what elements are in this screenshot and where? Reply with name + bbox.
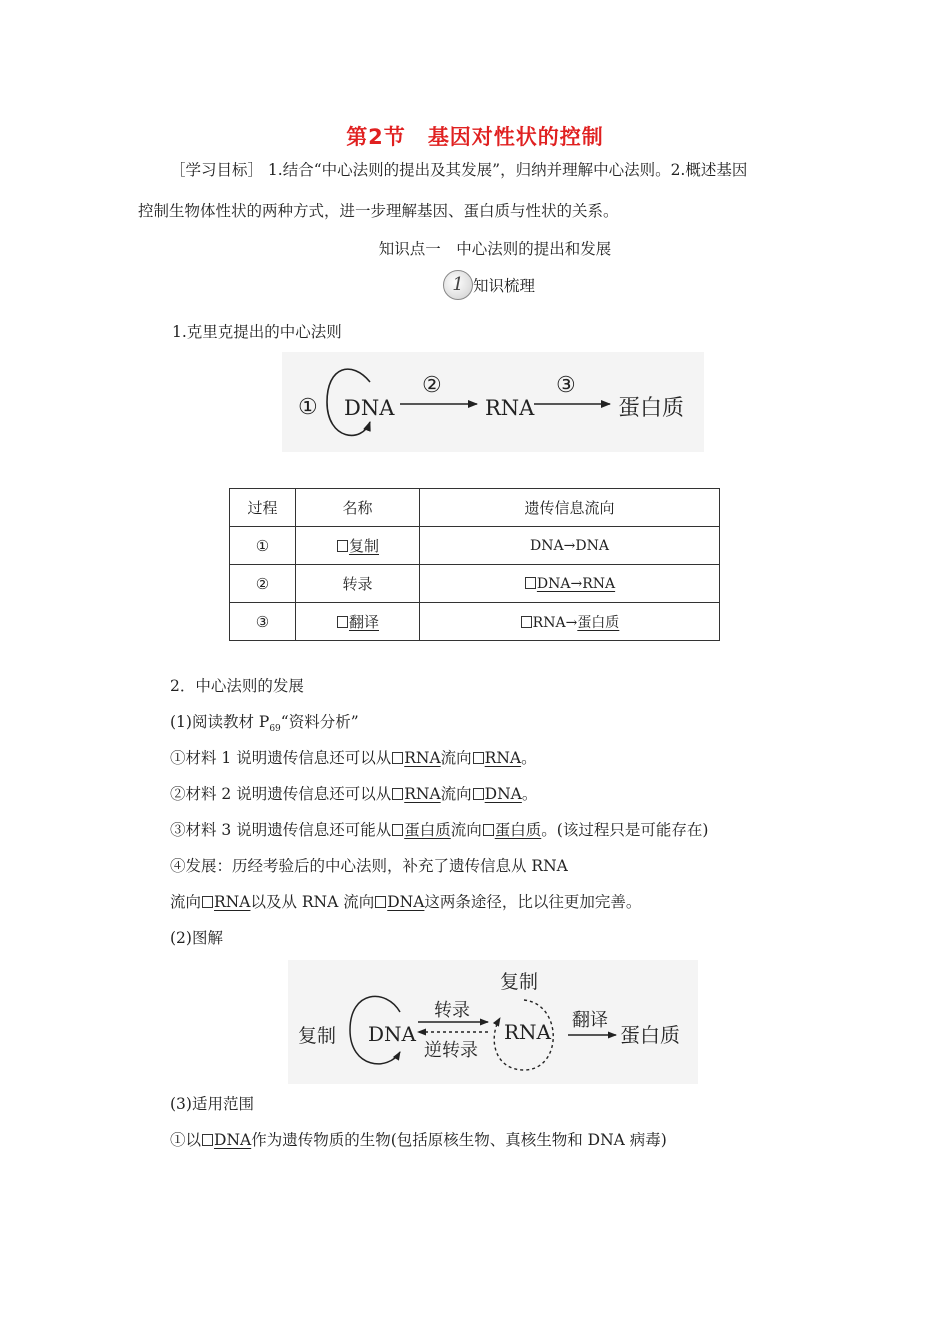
developed-central-dogma-diagram <box>288 960 698 1084</box>
name-answer: 复制 <box>348 537 379 555</box>
header-process: 过程 <box>230 489 296 527</box>
objectives-line-1: ［学习目标］ 1.结合“中心法则的提出及其发展”，归纳并理解中心法则。2.概述基因 <box>170 161 748 179</box>
answer-box-icon <box>521 616 532 628</box>
scope-1-answer: DNA <box>214 1131 252 1149</box>
process-table <box>229 488 720 641</box>
m2-answer-a: RNA <box>404 785 441 803</box>
flow-cell: DNA→DNA <box>420 527 720 565</box>
central-dogma-svg <box>282 352 704 452</box>
table-row <box>230 603 720 641</box>
m3-answer-a: 蛋白质 <box>404 821 451 839</box>
answer-box-icon <box>375 896 386 908</box>
answer-box-icon <box>337 616 348 628</box>
replication-left-label: 复制 <box>298 1025 337 1047</box>
flow-answer: DNA→RNA <box>536 575 616 592</box>
translation-label: 翻译 <box>572 1010 608 1031</box>
dna-label: DNA <box>344 396 395 420</box>
objectives-line-2: 控制生物体性状的两种方式，进一步理解基因、蛋白质与性状的关系。 <box>138 202 619 220</box>
flow-cell <box>420 603 720 641</box>
m3-answer-b: 蛋白质 <box>494 821 542 839</box>
answer-box-icon <box>392 752 403 764</box>
m3-text: ③材料 3 说明遗传信息还可能从 <box>170 821 392 839</box>
m1-answer-a: RNA <box>404 749 441 767</box>
m2-answer-b: DNA <box>484 785 522 803</box>
material-3 <box>170 820 708 840</box>
section-2-heading: 2．中心法则的发展 <box>170 677 304 695</box>
sub-1-text: (1)阅读教材 P <box>170 713 270 731</box>
rna-label: RNA <box>504 1020 552 1044</box>
m4-answer-a: RNA <box>214 893 251 911</box>
scope-1-text: ①以 <box>170 1131 202 1149</box>
combing-label: 知识梳理 <box>473 277 536 295</box>
m1-end: 。 <box>521 749 537 767</box>
m4-end: 这两条途径，比以往更加完善。 <box>424 893 642 911</box>
sub-1-quote: “资料分析” <box>280 713 359 731</box>
sub-1-heading <box>170 712 359 739</box>
replication-top-label: 复制 <box>500 971 539 993</box>
flow-answer: 蛋白质 <box>577 614 620 631</box>
answer-box-icon <box>473 752 484 764</box>
name-cell: 转录 <box>296 565 420 603</box>
flow-part-a: RNA→ <box>532 614 578 631</box>
section-name: 基因对性状的控制 <box>427 125 604 149</box>
label-2: ② <box>422 373 442 398</box>
m2-text: ②材料 2 说明遗传信息还可以从 <box>170 785 392 803</box>
m4-answer-b: DNA <box>387 893 425 911</box>
header-name: 名称 <box>296 489 420 527</box>
material-2 <box>170 784 537 804</box>
answer-box-icon <box>337 540 348 552</box>
sub-3-heading: (3)适用范围 <box>170 1095 254 1113</box>
development-line-2 <box>170 892 641 912</box>
m2-end: 。 <box>521 785 538 803</box>
answer-box-icon <box>392 788 403 800</box>
header-flow: 遗传信息流向 <box>420 489 720 527</box>
m1-answer-b: RNA <box>484 749 522 767</box>
developed-dogma-svg <box>288 960 698 1084</box>
answer-box-icon <box>202 896 213 908</box>
m3-mid: 流向 <box>450 821 482 839</box>
flow-cell <box>420 565 720 603</box>
material-1 <box>170 748 537 768</box>
knowledge-combing <box>443 270 535 300</box>
m1-text: ①材料 1 说明遗传信息还可以从 <box>170 749 392 767</box>
m3-end: 。(该过程只是可能存在) <box>541 821 709 839</box>
m2-mid: 流向 <box>440 785 472 803</box>
m4-mid: 以及从 RNA 流向 <box>250 893 375 911</box>
process-cell: ① <box>230 527 296 565</box>
name-cell <box>296 603 420 641</box>
table-header-row <box>230 489 720 527</box>
label-3: ③ <box>556 373 576 398</box>
process-cell: ③ <box>230 603 296 641</box>
m1-mid: 流向 <box>440 749 472 767</box>
name-cell <box>296 527 420 565</box>
page-number: 69 <box>269 724 281 735</box>
table-row <box>230 565 720 603</box>
answer-box-icon <box>483 824 494 836</box>
scope-1 <box>170 1130 667 1150</box>
dna-label: DNA <box>368 1022 416 1046</box>
protein-label: 蛋白质 <box>618 396 685 421</box>
page-title <box>0 121 950 151</box>
knowledge-point-heading: 知识点一 中心法则的提出和发展 <box>378 240 612 258</box>
rna-label: RNA <box>485 396 535 420</box>
number-badge-icon: 1 <box>443 270 473 300</box>
section-number: 第2节 <box>346 125 406 149</box>
name-answer: 翻译 <box>348 613 379 631</box>
reverse-transcription-label: 逆转录 <box>424 1040 478 1061</box>
m4-text: 流向 <box>170 893 202 911</box>
transcription-label: 转录 <box>434 1000 470 1021</box>
table-row <box>230 527 720 565</box>
scope-1-end: 作为遗传物质的生物(包括原核生物、真核生物和 DNA 病毒) <box>251 1131 667 1149</box>
answer-box-icon <box>202 1134 213 1146</box>
answer-box-icon <box>392 824 403 836</box>
sub-2-heading: (2)图解 <box>170 929 223 947</box>
protein-label: 蛋白质 <box>620 1023 680 1047</box>
label-1: ① <box>298 395 318 420</box>
central-dogma-diagram <box>282 352 704 452</box>
section-1-heading: 1.克里克提出的中心法则 <box>172 323 342 341</box>
answer-box-icon <box>525 577 536 589</box>
process-cell: ② <box>230 565 296 603</box>
answer-box-icon <box>473 788 484 800</box>
development-line-1: ④发展：历经考验后的中心法则，补充了遗传信息从 RNA <box>170 857 568 875</box>
